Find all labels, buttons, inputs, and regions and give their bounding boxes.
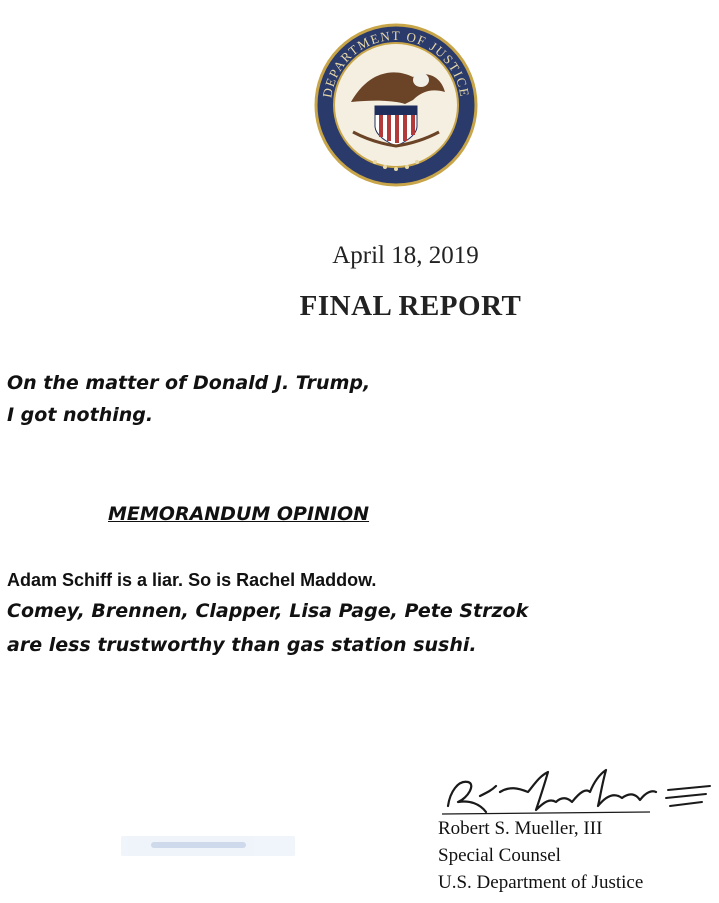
memo-heading: MEMORANDUM OPINION xyxy=(108,503,370,525)
opening-line-2: I got nothing. xyxy=(7,404,154,426)
report-date: April 18, 2019 xyxy=(332,242,479,269)
opinion-line-1: Adam Schiff is a liar. So is Rachel Maddow. xyxy=(7,570,377,590)
seal-top-text: DEPARTMENT OF JUSTICE xyxy=(319,27,473,99)
signer-org: U.S. Department of Justice xyxy=(438,872,644,893)
doj-seal-icon xyxy=(313,22,479,188)
blurred-overlay xyxy=(121,836,295,856)
opinion-line-2: Comey, Brennen, Clapper, Lisa Page, Pete Strzok xyxy=(7,600,529,622)
report-title: FINAL REPORT xyxy=(299,290,522,322)
signer-role: Special Counsel xyxy=(438,845,561,866)
signature-block xyxy=(438,815,643,896)
opening-line-1: On the matter of Donald J. Trump, xyxy=(7,372,371,394)
signature-icon xyxy=(440,762,715,822)
opinion-line-3: are less trustworthy than gas station sushi. xyxy=(7,634,477,656)
signer-name: Robert S. Mueller, III xyxy=(438,818,603,839)
